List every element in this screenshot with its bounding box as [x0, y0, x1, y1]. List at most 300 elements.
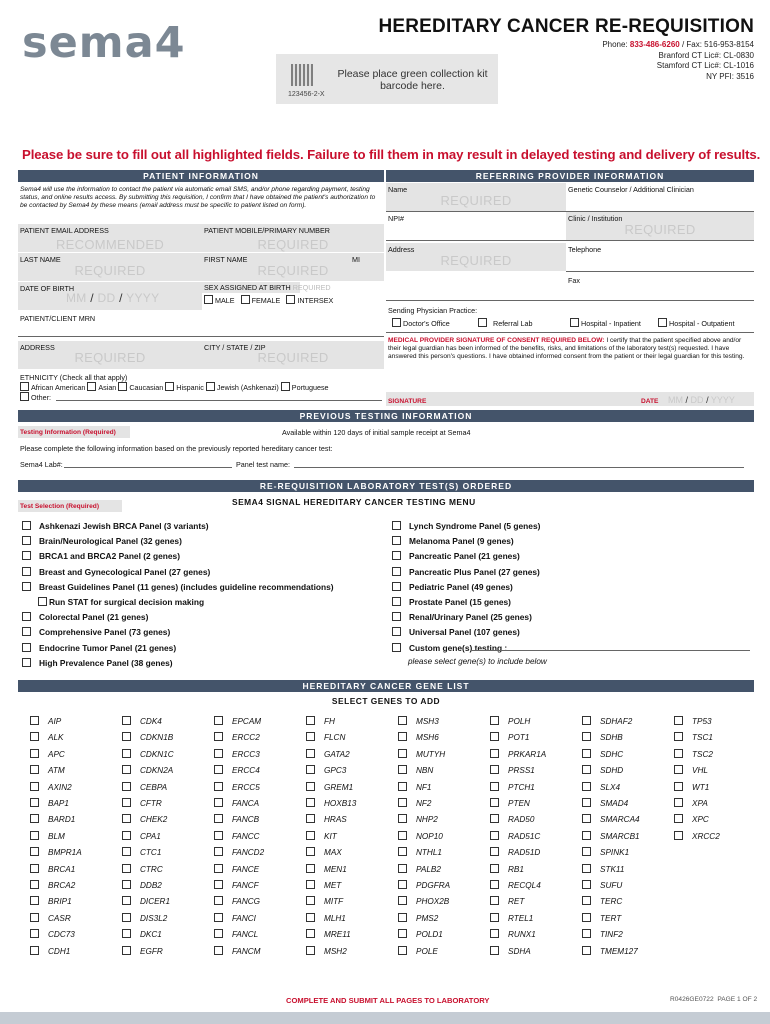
- gene-checkbox[interactable]: [582, 946, 591, 955]
- gene-checkbox[interactable]: [214, 831, 223, 840]
- gene-option[interactable]: [582, 747, 640, 763]
- panel-checkbox[interactable]: [22, 536, 31, 545]
- gene-checkbox[interactable]: [306, 913, 315, 922]
- gene-checkbox[interactable]: [582, 782, 591, 791]
- gene-checkbox[interactable]: [306, 864, 315, 873]
- gene-checkbox[interactable]: [214, 847, 223, 856]
- gene-checkbox[interactable]: [398, 782, 407, 791]
- gene-checkbox[interactable]: [398, 880, 407, 889]
- gene-checkbox[interactable]: [582, 831, 591, 840]
- panel-checkbox[interactable]: [22, 567, 31, 576]
- gene-checkbox[interactable]: [674, 782, 683, 791]
- gene-option[interactable]: [306, 944, 356, 960]
- gene-option[interactable]: [582, 714, 640, 730]
- bottom-band: [0, 1012, 770, 1024]
- gene-option[interactable]: [398, 878, 450, 894]
- doctors-office-checkbox[interactable]: [392, 318, 401, 327]
- gene-label: PDGFRA: [416, 881, 451, 891]
- gene-option[interactable]: [582, 812, 640, 828]
- panel-brain-neuro[interactable]: [22, 534, 334, 549]
- gene-option[interactable]: [582, 845, 640, 861]
- gene-checkbox[interactable]: [30, 716, 39, 725]
- gene-checkbox[interactable]: [122, 798, 131, 807]
- gene-checkbox[interactable]: [490, 782, 499, 791]
- gene-checkbox[interactable]: [30, 946, 39, 955]
- gene-option[interactable]: [306, 747, 356, 763]
- gene-option[interactable]: [490, 812, 546, 828]
- gene-checkbox[interactable]: [122, 814, 131, 823]
- gene-checkbox[interactable]: [490, 913, 499, 922]
- gene-option[interactable]: [214, 878, 264, 894]
- panel-high-prevalence[interactable]: [22, 656, 334, 671]
- asian-checkbox[interactable]: [87, 382, 96, 391]
- gene-checkbox[interactable]: [306, 749, 315, 758]
- panel-pediatric[interactable]: [392, 580, 547, 595]
- gene-checkbox[interactable]: [214, 913, 223, 922]
- gene-option[interactable]: [398, 730, 450, 746]
- gene-checkbox[interactable]: [306, 929, 315, 938]
- gene-option[interactable]: [30, 927, 82, 943]
- gene-option[interactable]: [674, 796, 720, 812]
- gene-checkbox[interactable]: [30, 864, 39, 873]
- gene-option[interactable]: [214, 730, 264, 746]
- gene-checkbox[interactable]: [398, 864, 407, 873]
- gene-option[interactable]: [582, 862, 640, 878]
- gene-checkbox[interactable]: [122, 765, 131, 774]
- gene-checkbox[interactable]: [490, 814, 499, 823]
- gene-checkbox[interactable]: [214, 732, 223, 741]
- gene-option[interactable]: [214, 763, 264, 779]
- gene-checkbox[interactable]: [490, 896, 499, 905]
- gene-checkbox[interactable]: [674, 716, 683, 725]
- gene-option[interactable]: [30, 796, 82, 812]
- gene-option[interactable]: [122, 878, 174, 894]
- gene-option[interactable]: [122, 812, 174, 828]
- gene-checkbox[interactable]: [122, 880, 131, 889]
- panel-colorectal[interactable]: [22, 610, 334, 625]
- gene-option[interactable]: [306, 911, 356, 927]
- portuguese-checkbox[interactable]: [281, 382, 290, 391]
- gene-option[interactable]: [398, 747, 450, 763]
- panel-test-name-input[interactable]: [294, 467, 744, 468]
- gene-option[interactable]: [122, 796, 174, 812]
- panel-checkbox[interactable]: [22, 643, 31, 652]
- gene-checkbox[interactable]: [214, 716, 223, 725]
- gene-option[interactable]: [30, 862, 82, 878]
- consent-text: I certify that the patient specified above and/or their legal guardian has been informed of the benefits, risks, and limitations of the laboratory test(s) requested. I have answered this person's questions. I have obtained informed consent from the patient or their legal guardian for this testing.: [388, 337, 745, 361]
- gene-checkbox[interactable]: [306, 831, 315, 840]
- gene-checkbox[interactable]: [490, 831, 499, 840]
- gene-label: SMARCA4: [600, 815, 640, 825]
- gene-option[interactable]: [306, 878, 356, 894]
- gene-option[interactable]: [122, 944, 174, 960]
- gene-option[interactable]: [398, 927, 450, 943]
- gene-checkbox[interactable]: [306, 765, 315, 774]
- gene-option[interactable]: [30, 812, 82, 828]
- gene-option[interactable]: [674, 780, 720, 796]
- gene-checkbox[interactable]: [490, 946, 499, 955]
- gene-option[interactable]: [306, 812, 356, 828]
- gene-checkbox[interactable]: [122, 913, 131, 922]
- gene-checkbox[interactable]: [398, 749, 407, 758]
- gene-label: MAX: [324, 848, 342, 858]
- gene-option[interactable]: [30, 894, 82, 910]
- gene-checkbox[interactable]: [674, 749, 683, 758]
- gene-checkbox[interactable]: [214, 946, 223, 955]
- gene-option[interactable]: [214, 796, 264, 812]
- gene-checkbox[interactable]: [398, 929, 407, 938]
- panel-breast-guidelines[interactable]: [22, 580, 334, 595]
- middle-initial-label: MI: [352, 255, 360, 264]
- gene-checkbox[interactable]: [582, 814, 591, 823]
- gene-checkbox[interactable]: [398, 798, 407, 807]
- gene-checkbox[interactable]: [582, 765, 591, 774]
- gene-checkbox[interactable]: [30, 880, 39, 889]
- gene-option[interactable]: [30, 763, 82, 779]
- panel-custom[interactable]: [392, 641, 547, 656]
- panel-comprehensive[interactable]: [22, 625, 334, 640]
- gene-option[interactable]: [582, 730, 640, 746]
- gene-option[interactable]: [674, 763, 720, 779]
- gene-checkbox[interactable]: [214, 864, 223, 873]
- gene-option[interactable]: [582, 927, 640, 943]
- jewish-ashkenazi-checkbox[interactable]: [206, 382, 215, 391]
- gene-checkbox[interactable]: [122, 896, 131, 905]
- gene-checkbox[interactable]: [674, 798, 683, 807]
- gene-option[interactable]: [214, 829, 264, 845]
- gene-checkbox[interactable]: [122, 847, 131, 856]
- gene-option[interactable]: [582, 878, 640, 894]
- gene-option[interactable]: [214, 894, 264, 910]
- gene-checkbox[interactable]: [490, 880, 499, 889]
- gene-checkbox[interactable]: [490, 798, 499, 807]
- gene-option[interactable]: [398, 862, 450, 878]
- gene-option[interactable]: [398, 714, 450, 730]
- gene-option[interactable]: [214, 944, 264, 960]
- gene-checkbox[interactable]: [30, 847, 39, 856]
- gene-option[interactable]: [122, 763, 174, 779]
- panel-brca1-brca2[interactable]: [22, 549, 334, 564]
- gene-checkbox[interactable]: [582, 929, 591, 938]
- gene-checkbox[interactable]: [490, 929, 499, 938]
- gene-option[interactable]: [214, 780, 264, 796]
- gene-option[interactable]: [306, 730, 356, 746]
- caucasian-label: Caucasian: [129, 383, 164, 392]
- gene-checkbox[interactable]: [122, 946, 131, 955]
- gene-option[interactable]: [490, 829, 546, 845]
- gene-checkbox[interactable]: [674, 732, 683, 741]
- gene-option[interactable]: [490, 944, 546, 960]
- gene-option[interactable]: [214, 845, 264, 861]
- gene-option[interactable]: [674, 812, 720, 828]
- panel-checkbox[interactable]: [22, 658, 31, 667]
- panel-checkbox[interactable]: [392, 551, 401, 560]
- gene-checkbox[interactable]: [122, 929, 131, 938]
- gene-option[interactable]: [582, 944, 640, 960]
- gene-checkbox[interactable]: [582, 847, 591, 856]
- gene-checkbox[interactable]: [214, 782, 223, 791]
- gene-option[interactable]: [306, 714, 356, 730]
- referral-lab-checkbox[interactable]: [478, 318, 487, 327]
- fax-label: Fax: [568, 276, 580, 285]
- gene-checkbox[interactable]: [122, 716, 131, 725]
- gene-checkbox[interactable]: [674, 831, 683, 840]
- gene-checkbox[interactable]: [306, 732, 315, 741]
- gene-option[interactable]: [122, 927, 174, 943]
- gene-option[interactable]: [490, 878, 546, 894]
- panel-lynch[interactable]: [392, 519, 547, 534]
- gene-checkbox[interactable]: [582, 864, 591, 873]
- gene-option[interactable]: [30, 911, 82, 927]
- gene-checkbox[interactable]: [122, 749, 131, 758]
- gene-option[interactable]: [398, 780, 450, 796]
- gene-column: [214, 714, 264, 960]
- gene-checkbox[interactable]: [214, 896, 223, 905]
- gene-checkbox[interactable]: [398, 946, 407, 955]
- gene-checkbox[interactable]: [30, 896, 39, 905]
- gene-option[interactable]: [30, 845, 82, 861]
- gene-checkbox[interactable]: [30, 798, 39, 807]
- gene-option[interactable]: [214, 714, 264, 730]
- gene-label: SDHB: [600, 733, 623, 743]
- male-checkbox[interactable]: [204, 295, 213, 304]
- gene-checkbox[interactable]: [582, 896, 591, 905]
- gene-checkbox[interactable]: [582, 716, 591, 725]
- gene-option[interactable]: [490, 747, 546, 763]
- gene-option[interactable]: [490, 763, 546, 779]
- gene-label: CEBPA: [140, 782, 168, 792]
- gene-checkbox[interactable]: [306, 716, 315, 725]
- gene-option[interactable]: [582, 796, 640, 812]
- gene-checkbox[interactable]: [490, 765, 499, 774]
- gene-checkbox[interactable]: [490, 732, 499, 741]
- gene-checkbox[interactable]: [398, 896, 407, 905]
- gene-option[interactable]: [398, 796, 450, 812]
- gene-checkbox[interactable]: [398, 913, 407, 922]
- gene-checkbox[interactable]: [674, 765, 683, 774]
- gene-option[interactable]: [398, 944, 450, 960]
- female-checkbox[interactable]: [241, 295, 250, 304]
- gene-option[interactable]: [214, 812, 264, 828]
- gene-option[interactable]: [490, 780, 546, 796]
- gene-checkbox[interactable]: [490, 847, 499, 856]
- gene-checkbox[interactable]: [398, 716, 407, 725]
- gene-checkbox[interactable]: [398, 732, 407, 741]
- gene-label: DDB2: [140, 881, 162, 891]
- gene-option[interactable]: [398, 763, 450, 779]
- panel-checkbox[interactable]: [392, 597, 401, 606]
- gene-checkbox[interactable]: [30, 782, 39, 791]
- gene-checkbox[interactable]: [122, 732, 131, 741]
- gene-checkbox[interactable]: [30, 929, 39, 938]
- panel-checkbox[interactable]: [392, 582, 401, 591]
- gene-option[interactable]: [30, 747, 82, 763]
- gene-checkbox[interactable]: [306, 847, 315, 856]
- panel-checkbox[interactable]: [392, 627, 401, 636]
- gene-option[interactable]: [398, 911, 450, 927]
- gene-option[interactable]: [490, 927, 546, 943]
- gene-checkbox[interactable]: [582, 798, 591, 807]
- gene-option[interactable]: [122, 845, 174, 861]
- gene-checkbox[interactable]: [398, 814, 407, 823]
- gene-checkbox[interactable]: [30, 749, 39, 758]
- gene-checkbox[interactable]: [122, 864, 131, 873]
- gene-option[interactable]: [582, 780, 640, 796]
- gene-option[interactable]: [122, 911, 174, 927]
- gene-checkbox[interactable]: [214, 814, 223, 823]
- gene-checkbox[interactable]: [490, 716, 499, 725]
- gene-checkbox[interactable]: [214, 880, 223, 889]
- other-ethnicity-line[interactable]: [56, 400, 382, 401]
- gene-checkbox[interactable]: [214, 798, 223, 807]
- panel-prostate[interactable]: [392, 595, 547, 610]
- panel-pancreatic-plus[interactable]: [392, 565, 547, 580]
- panel-checkbox[interactable]: [392, 521, 401, 530]
- gene-option[interactable]: [306, 927, 356, 943]
- gene-option[interactable]: [214, 747, 264, 763]
- gene-option[interactable]: [214, 862, 264, 878]
- gene-option[interactable]: [122, 894, 174, 910]
- panel-checkbox[interactable]: [22, 551, 31, 560]
- gene-option[interactable]: [674, 730, 720, 746]
- panel-breast-gyn[interactable]: [22, 565, 334, 580]
- gene-option[interactable]: [122, 730, 174, 746]
- panel-checkbox[interactable]: [22, 582, 31, 591]
- gene-option[interactable]: [582, 829, 640, 845]
- panel-universal[interactable]: [392, 625, 547, 640]
- gene-checkbox[interactable]: [490, 749, 499, 758]
- gene-checkbox[interactable]: [306, 782, 315, 791]
- dob-label: DATE OF BIRTH: [20, 284, 75, 293]
- panel-endocrine[interactable]: [22, 641, 334, 656]
- hispanic-checkbox[interactable]: [165, 382, 174, 391]
- run-stat-checkbox[interactable]: [38, 597, 47, 606]
- gene-checkbox[interactable]: [674, 814, 683, 823]
- gene-checkbox[interactable]: [214, 749, 223, 758]
- gene-option[interactable]: [214, 927, 264, 943]
- gene-option[interactable]: [398, 845, 450, 861]
- gene-option[interactable]: [306, 862, 356, 878]
- panel-checkbox[interactable]: [22, 627, 31, 636]
- gene-checkbox[interactable]: [306, 814, 315, 823]
- gene-checkbox[interactable]: [214, 765, 223, 774]
- gene-checkbox[interactable]: [306, 896, 315, 905]
- caucasian-checkbox[interactable]: [118, 382, 127, 391]
- hospital-inpatient-label: Hospital - Inpatient: [581, 319, 641, 328]
- panel-checkbox[interactable]: [22, 612, 31, 621]
- panel-checkbox[interactable]: [392, 567, 401, 576]
- panel-renal-urinary[interactable]: [392, 610, 547, 625]
- gene-checkbox[interactable]: [306, 880, 315, 889]
- gene-checkbox[interactable]: [582, 913, 591, 922]
- gene-checkbox[interactable]: [122, 831, 131, 840]
- gene-option[interactable]: [306, 780, 356, 796]
- gene-checkbox[interactable]: [30, 732, 39, 741]
- gene-option[interactable]: [398, 829, 450, 845]
- gene-option[interactable]: [306, 894, 356, 910]
- gene-option[interactable]: [306, 845, 356, 861]
- gene-option[interactable]: [30, 714, 82, 730]
- signature-date-month: MM: [668, 395, 683, 405]
- custom-gene-input[interactable]: [472, 650, 750, 651]
- gene-checkbox[interactable]: [582, 732, 591, 741]
- gene-option[interactable]: [214, 911, 264, 927]
- gene-checkbox[interactable]: [306, 946, 315, 955]
- gene-option[interactable]: [122, 862, 174, 878]
- gene-option[interactable]: [490, 862, 546, 878]
- gene-option[interactable]: [306, 796, 356, 812]
- gene-checkbox[interactable]: [30, 913, 39, 922]
- african-american-checkbox[interactable]: [20, 382, 29, 391]
- gene-option[interactable]: [490, 730, 546, 746]
- ethnicity-other: [20, 392, 51, 402]
- gene-checkbox[interactable]: [398, 831, 407, 840]
- gene-option[interactable]: [490, 714, 546, 730]
- gene-option[interactable]: [490, 845, 546, 861]
- panel-checkbox[interactable]: [392, 536, 401, 545]
- panel-checkbox[interactable]: [392, 612, 401, 621]
- gene-option[interactable]: [30, 780, 82, 796]
- gene-option[interactable]: [674, 714, 720, 730]
- gene-option[interactable]: [582, 894, 640, 910]
- gene-checkbox[interactable]: [582, 749, 591, 758]
- gene-checkbox[interactable]: [398, 847, 407, 856]
- gene-option[interactable]: [490, 796, 546, 812]
- gene-option[interactable]: [398, 894, 450, 910]
- gene-checkbox[interactable]: [306, 798, 315, 807]
- panel-pancreatic[interactable]: [392, 549, 547, 564]
- hospital-outpatient-checkbox[interactable]: [658, 318, 667, 327]
- gene-option[interactable]: [490, 894, 546, 910]
- gene-option[interactable]: [306, 763, 356, 779]
- gene-option[interactable]: [582, 763, 640, 779]
- intersex-checkbox[interactable]: [286, 295, 295, 304]
- gene-checkbox[interactable]: [30, 765, 39, 774]
- other-checkbox[interactable]: [20, 392, 29, 401]
- gene-label: FANCA: [232, 799, 260, 809]
- gene-checkbox[interactable]: [214, 929, 223, 938]
- panel-checkbox[interactable]: [22, 521, 31, 530]
- gene-option[interactable]: [30, 944, 82, 960]
- hospital-inpatient-checkbox[interactable]: [570, 318, 579, 327]
- gene-option[interactable]: [122, 747, 174, 763]
- panel-melanoma[interactable]: [392, 534, 547, 549]
- gene-option[interactable]: [490, 911, 546, 927]
- gene-checkbox[interactable]: [30, 831, 39, 840]
- gene-option[interactable]: [30, 730, 82, 746]
- gene-option[interactable]: [674, 829, 720, 845]
- gene-option[interactable]: [30, 829, 82, 845]
- gene-checkbox[interactable]: [30, 814, 39, 823]
- gene-checkbox[interactable]: [122, 782, 131, 791]
- gene-label: NHP2: [416, 815, 438, 825]
- gene-option[interactable]: [582, 911, 640, 927]
- gene-checkbox[interactable]: [582, 880, 591, 889]
- gene-checkbox[interactable]: [398, 765, 407, 774]
- gene-option[interactable]: [306, 829, 356, 845]
- gene-option[interactable]: [674, 747, 720, 763]
- run-stat-option[interactable]: [22, 595, 334, 610]
- panel-checkbox[interactable]: [392, 643, 401, 652]
- sema4-lab-input[interactable]: [64, 467, 232, 468]
- panel-ashkenazi[interactable]: [22, 519, 334, 534]
- gene-option[interactable]: [398, 812, 450, 828]
- gene-checkbox[interactable]: [490, 864, 499, 873]
- gene-option[interactable]: [122, 780, 174, 796]
- gene-option[interactable]: [122, 714, 174, 730]
- gene-option[interactable]: [30, 878, 82, 894]
- gene-option[interactable]: [122, 829, 174, 845]
